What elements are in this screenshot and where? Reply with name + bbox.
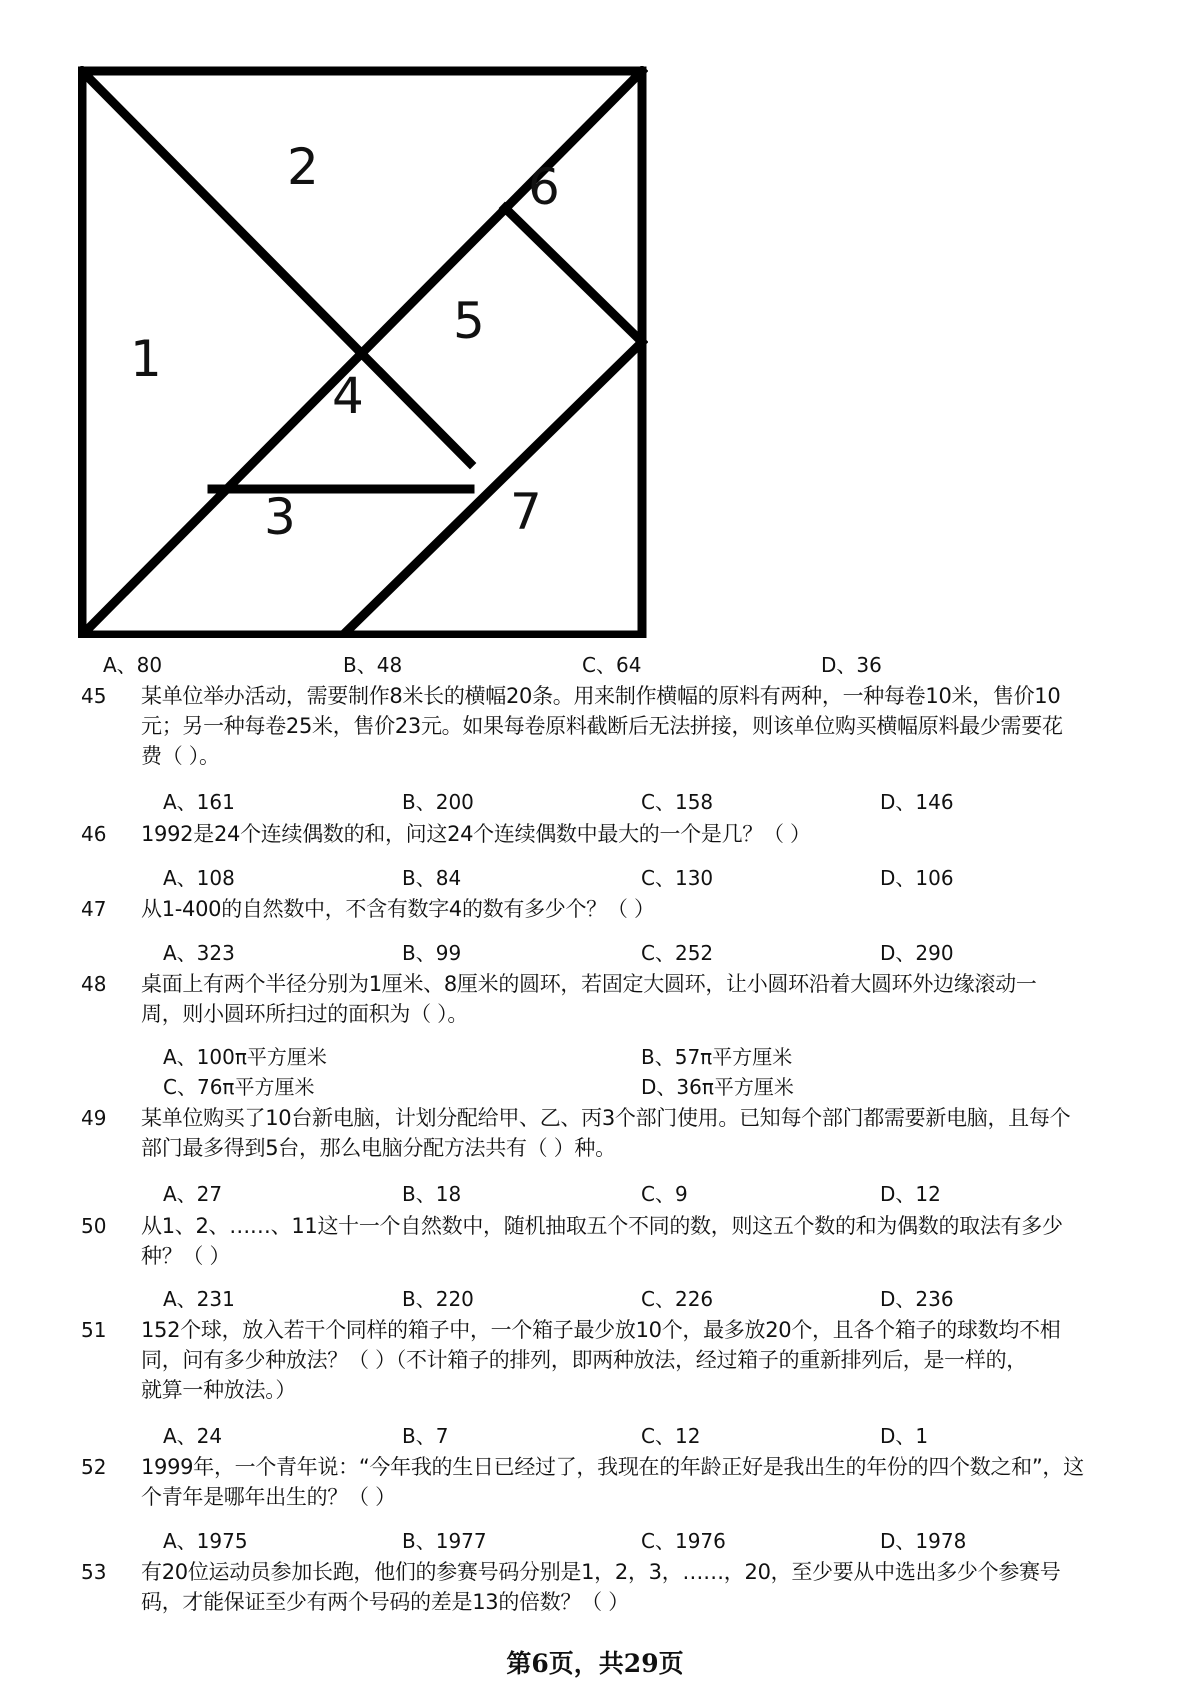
question-line: 某单位举办活动，需要制作8米长的横幅20条。用来制作横幅的原料有两种，一种每卷10米，售价10 bbox=[141, 684, 1061, 708]
option-d[interactable]: D、1 bbox=[880, 1424, 929, 1448]
q44-option-a[interactable]: A、80 bbox=[103, 653, 163, 677]
option-d[interactable]: D、290 bbox=[880, 941, 954, 965]
option-a[interactable]: A、100π平方厘米 bbox=[163, 1045, 327, 1069]
option-c[interactable]: C、130 bbox=[641, 866, 714, 890]
option-a[interactable]: A、27 bbox=[163, 1182, 223, 1206]
tangram-diagram bbox=[78, 66, 648, 638]
question-number: 48 bbox=[81, 972, 107, 996]
question-text bbox=[141, 681, 1091, 771]
question-text bbox=[141, 1103, 1091, 1163]
option-c[interactable]: C、226 bbox=[641, 1287, 714, 1311]
question-number: 53 bbox=[81, 1560, 107, 1584]
question-line: 周，则小圆环所扫过的面积为（ ）。 bbox=[141, 1002, 469, 1026]
question-line: 桌面上有两个半径分别为1厘米、8厘米的圆环，若固定大圆环，让小圆环沿着大圆环外边缘滚动一 bbox=[141, 972, 1037, 996]
option-a[interactable]: A、24 bbox=[163, 1424, 223, 1448]
piece-label-5: 5 bbox=[453, 292, 485, 350]
diagonal-line bbox=[82, 71, 470, 463]
option-a[interactable]: A、231 bbox=[163, 1287, 235, 1311]
option-c[interactable]: C、1976 bbox=[641, 1529, 726, 1553]
question-text bbox=[141, 1211, 1091, 1271]
tangram-figure bbox=[78, 66, 648, 638]
option-d[interactable]: D、236 bbox=[880, 1287, 954, 1311]
question-number: 45 bbox=[81, 684, 107, 708]
option-b[interactable]: B、99 bbox=[402, 941, 462, 965]
question-line: 1992是24个连续偶数的和，问这24个连续偶数中最大的一个是几？（ ） bbox=[141, 822, 811, 846]
option-b[interactable]: B、57π平方厘米 bbox=[641, 1045, 793, 1069]
question-number: 46 bbox=[81, 822, 107, 846]
question-text bbox=[141, 1557, 1091, 1617]
question-line: 152个球，放入若干个同样的箱子中，一个箱子最少放10个，最多放20个，且各个箱子的球数均不相 bbox=[141, 1318, 1061, 1342]
option-a[interactable]: A、323 bbox=[163, 941, 235, 965]
piece-label-2: 2 bbox=[287, 138, 319, 196]
question-text bbox=[141, 894, 1091, 924]
question-line: 有20位运动员参加长跑，他们的参赛号码分别是1，2，3，……，20，至少要从中选出多少个参赛号 bbox=[141, 1560, 1061, 1584]
question-number: 52 bbox=[81, 1455, 107, 1479]
question-line: 某单位购买了10台新电脑，计划分配给甲、乙、丙3个部门使用。已知每个部门都需要新电脑，且每个 bbox=[141, 1106, 1071, 1130]
option-d[interactable]: D、106 bbox=[880, 866, 954, 890]
option-b[interactable]: B、200 bbox=[402, 790, 474, 814]
question-line: 从1、2、……、11这十一个自然数中，随机抽取五个不同的数，则这五个数的和为偶数的取法有多少 bbox=[141, 1214, 1063, 1238]
question-number: 49 bbox=[81, 1106, 107, 1130]
question-line: 元；另一种每卷25米，售价23元。如果每卷原料截断后无法拼接，则该单位购买横幅原料最少需要花 bbox=[141, 714, 1063, 738]
question-text bbox=[141, 819, 1091, 849]
piece-label-7: 7 bbox=[510, 483, 542, 541]
option-d[interactable]: D、12 bbox=[880, 1182, 941, 1206]
question-line: 1999年，一个青年说：“今年我的生日已经过了，我现在的年龄正好是我出生的年份的四个数之和”，这 bbox=[141, 1455, 1084, 1479]
option-b[interactable]: B、84 bbox=[402, 866, 462, 890]
option-c[interactable]: C、76π平方厘米 bbox=[163, 1075, 315, 1099]
q44-option-d[interactable]: D、36 bbox=[821, 653, 882, 677]
option-b[interactable]: B、18 bbox=[402, 1182, 462, 1206]
question-text bbox=[141, 1452, 1091, 1512]
option-b[interactable]: B、220 bbox=[402, 1287, 474, 1311]
option-d[interactable]: D、146 bbox=[880, 790, 954, 814]
question-text bbox=[141, 969, 1091, 1029]
question-line: 码，才能保证至少有两个号码的差是13的倍数？（ ） bbox=[141, 1590, 629, 1614]
question-line: 同，问有多少种放法？（ ）（不计箱子的排列，即两种放法，经过箱子的重新排列后，是一样的， bbox=[141, 1348, 1027, 1372]
piece-label-1: 1 bbox=[130, 330, 162, 388]
option-b[interactable]: B、1977 bbox=[402, 1529, 487, 1553]
page-footer: 第6页，共29页 bbox=[506, 1649, 684, 1678]
q44-option-c[interactable]: C、64 bbox=[582, 653, 642, 677]
question-line: 费（ ）。 bbox=[141, 744, 220, 768]
question-line: 从1-400的自然数中，不含有数字4的数有多少个？（ ） bbox=[141, 897, 655, 921]
question-line: 个青年是哪年出生的？（ ） bbox=[141, 1485, 396, 1509]
option-b[interactable]: B、7 bbox=[402, 1424, 449, 1448]
option-a[interactable]: A、161 bbox=[163, 790, 235, 814]
question-text bbox=[141, 1315, 1091, 1405]
option-c[interactable]: C、12 bbox=[641, 1424, 701, 1448]
option-c[interactable]: C、252 bbox=[641, 941, 714, 965]
piece-label-4: 4 bbox=[332, 367, 364, 425]
option-a[interactable]: A、1975 bbox=[163, 1529, 248, 1553]
question-line: 种？（ ） bbox=[141, 1244, 231, 1268]
question-line: 部门最多得到5台，那么电脑分配方法共有（ ）种。 bbox=[141, 1136, 616, 1160]
option-c[interactable]: C、158 bbox=[641, 790, 714, 814]
question-number: 47 bbox=[81, 897, 107, 921]
question-number: 50 bbox=[81, 1214, 107, 1238]
question-line: 就算一种放法。） bbox=[141, 1378, 297, 1402]
piece-label-6: 6 bbox=[528, 158, 560, 216]
option-a[interactable]: A、108 bbox=[163, 866, 235, 890]
piece-label-3: 3 bbox=[264, 488, 296, 546]
q44-option-b[interactable]: B、48 bbox=[343, 653, 403, 677]
square-edge-line bbox=[505, 208, 642, 342]
option-d[interactable]: D、1978 bbox=[880, 1529, 967, 1553]
option-c[interactable]: C、9 bbox=[641, 1182, 688, 1206]
option-d[interactable]: D、36π平方厘米 bbox=[641, 1075, 794, 1099]
question-number: 51 bbox=[81, 1318, 107, 1342]
